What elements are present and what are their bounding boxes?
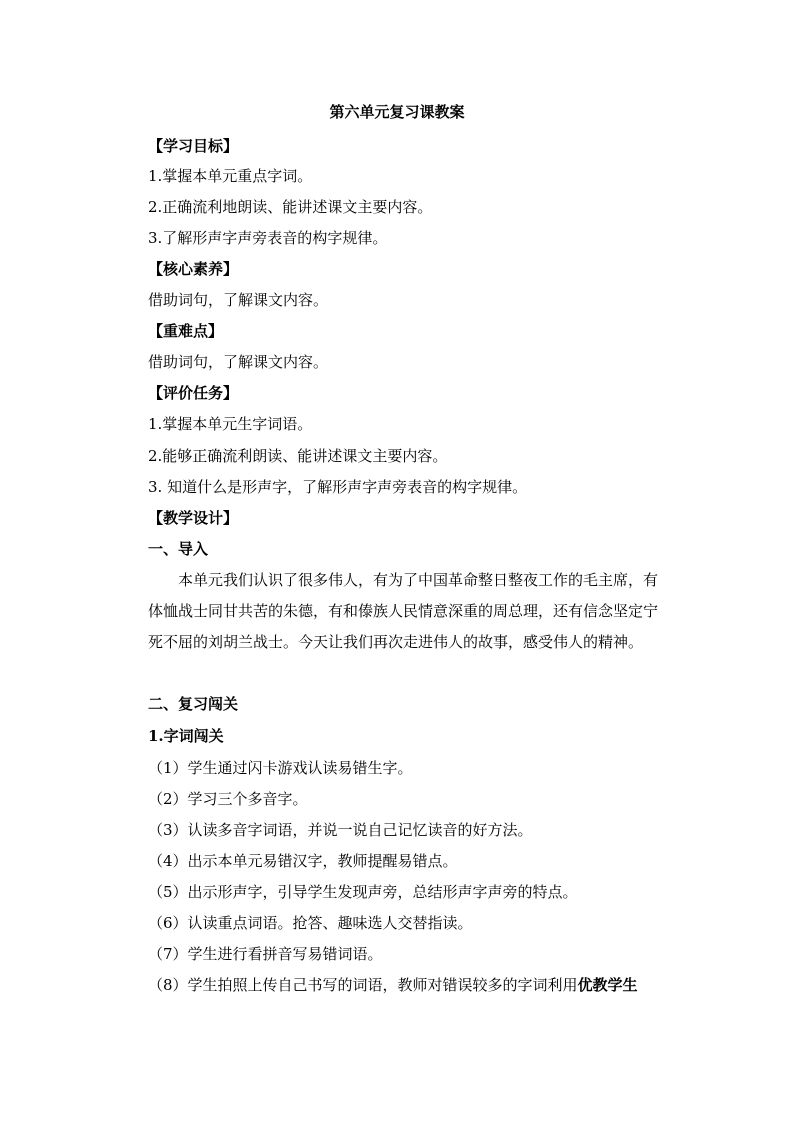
goal-item-1: 1.掌握本单元重点字词。: [148, 167, 313, 185]
key-text: 借助词句，了解课文内容。: [148, 353, 329, 371]
design-heading: 【教学设计】: [148, 509, 239, 527]
core-heading: 【核心素养】: [148, 260, 239, 278]
step-7: （7）学生进行看拼音写易错词语。: [148, 945, 383, 963]
words-heading: 1.字词闯关: [148, 727, 224, 745]
step-8-bold-text: 优教学生: [577, 976, 638, 994]
step-8-text: （8）学生拍照上传自己书写的词语，教师对错误较多的字词利用: [148, 976, 578, 994]
intro-heading: 一、导入: [148, 540, 209, 558]
goal-item-2: 2.正确流利地朗读、能讲述课文主要内容。: [148, 198, 433, 216]
eval-item-3: 3. 知道什么是形声字，了解形声字声旁表音的构字规律。: [148, 478, 528, 496]
eval-item-1: 1.掌握本单元生字词语。: [148, 415, 313, 433]
review-heading: 二、复习闯关: [148, 695, 239, 713]
step-6: （6）认读重点词语。抢答、趣味选人交替指读。: [148, 914, 473, 932]
step-4: （4）出示本单元易错汉字，教师提醒易错点。: [148, 852, 458, 870]
step-3: （3）认读多音字词语，并说一说自己记忆读音的好方法。: [148, 821, 533, 839]
core-text: 借助词句，了解课文内容。: [148, 291, 329, 309]
page-title: 第六单元复习课教案: [329, 103, 465, 121]
step-1: （1）学生通过闪卡游戏认读易错生字。: [148, 759, 413, 777]
step-2: （2）学习三个多音字。: [148, 790, 308, 808]
eval-heading: 【评价任务】: [148, 384, 239, 402]
intro-paragraph: 本单元我们认识了很多伟人，有为了中国革命整日整夜工作的毛主席，有体恤战士同甘共苦的朱德，有和傣族人民情意深重的周总理，还有信念坚定宁死不屈的刘胡兰战士。今天让我们再次走进伟人的故事，感受伟人的精神。: [148, 571, 659, 651]
key-heading: 【重难点】: [148, 322, 224, 340]
goals-heading: 【学习目标】: [148, 137, 239, 155]
step-8: [148, 975, 638, 995]
eval-item-2: 2.能够正确流利朗读、能讲述课文主要内容。: [148, 447, 448, 465]
goal-item-3: 3.了解形声字声旁表音的构字规律。: [148, 229, 388, 247]
step-5: （5）出示形声字，引导学生发现声旁，总结形声字声旁的特点。: [148, 883, 578, 901]
